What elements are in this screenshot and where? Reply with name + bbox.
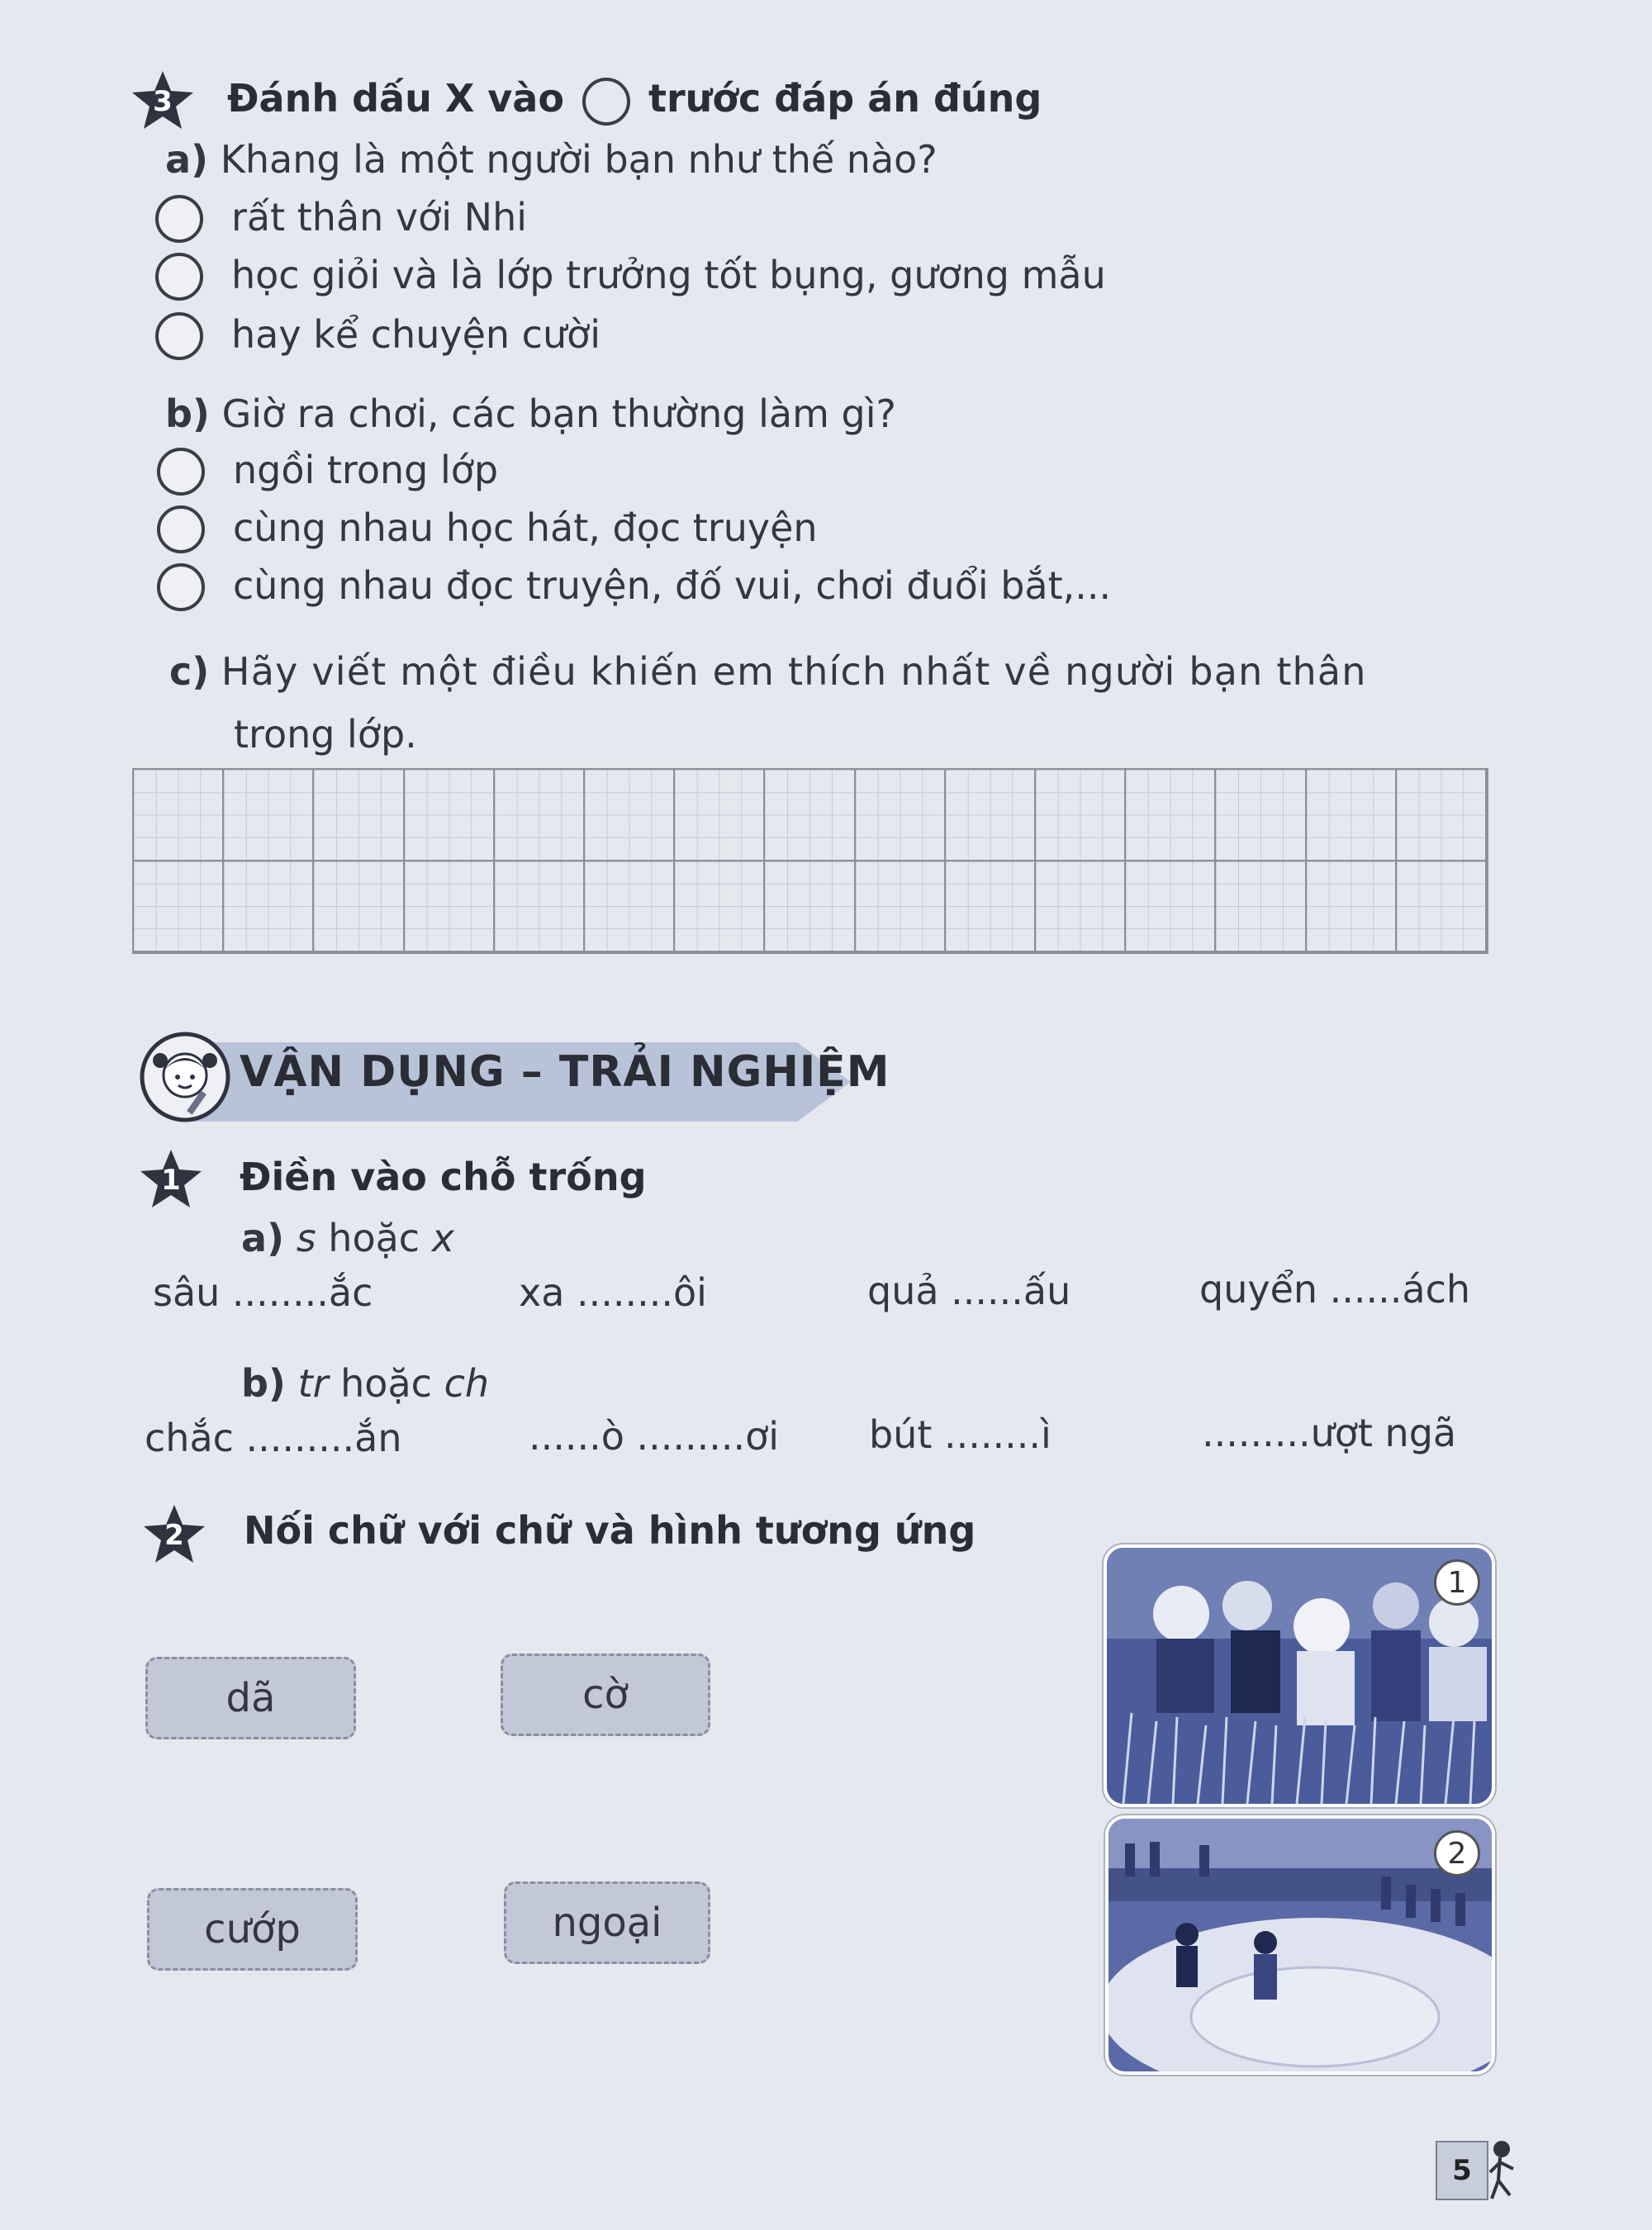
question-b xyxy=(165,391,896,436)
photo-children-playing[interactable] xyxy=(1105,1815,1495,2075)
exercise-title xyxy=(227,76,1042,126)
fill-blank-item[interactable]: quyển ......ách xyxy=(1199,1267,1471,1312)
question-label: a) xyxy=(241,1216,285,1260)
question-a xyxy=(165,137,938,182)
question-c xyxy=(169,649,1367,694)
title-part-2: trước đáp án đúng xyxy=(648,76,1042,121)
letter-option: ch xyxy=(444,1361,490,1406)
connector-text: hoặc xyxy=(328,1361,444,1406)
answer-checkbox[interactable] xyxy=(155,312,203,360)
question-label: c) xyxy=(169,649,210,694)
exercise-number: 2 xyxy=(164,1519,184,1552)
answer-checkbox[interactable] xyxy=(157,448,205,496)
question-text: Hãy viết một điều khiến em thích nhất về người bạn thân xyxy=(221,649,1367,694)
answer-option: học giỏi và là lớp trưởng tốt bụng, gương mẫu xyxy=(231,253,1106,297)
fill-blank-item[interactable]: chắc .........ắn xyxy=(145,1416,402,1460)
subquestion-b xyxy=(241,1361,489,1406)
exercise-title: Điền vào chỗ trống xyxy=(240,1155,647,1199)
section-title: VẬN DỤNG – TRẢI NGHIỆM xyxy=(240,1047,890,1097)
fill-blank-item[interactable]: bút ........ì xyxy=(869,1412,1051,1457)
photo-number-badge: 1 xyxy=(1434,1559,1480,1606)
word-card-ngoai[interactable]: ngoại xyxy=(504,1881,710,1964)
exercise-number: 3 xyxy=(153,85,173,118)
title-circle-icon xyxy=(582,78,630,126)
answer-checkbox[interactable] xyxy=(157,505,205,553)
fill-blank-item[interactable]: sâu ........ắc xyxy=(153,1270,373,1315)
question-text-line2: trong lớp. xyxy=(234,712,417,757)
question-label: b) xyxy=(165,391,210,436)
connector-text: hoặc xyxy=(316,1216,432,1260)
answer-checkbox[interactable] xyxy=(157,563,205,611)
answer-checkbox[interactable] xyxy=(155,253,203,301)
answer-checkbox[interactable] xyxy=(155,195,203,243)
letter-option: tr xyxy=(297,1361,329,1406)
answer-option: hay kể chuyện cười xyxy=(231,312,601,357)
fill-blank-item[interactable]: ......ò .........ơi xyxy=(529,1414,780,1459)
question-text: Giờ ra chơi, các bạn thường làm gì? xyxy=(221,391,896,436)
photo-number-badge: 2 xyxy=(1434,1830,1480,1877)
title-part-1: Đánh dấu X vào xyxy=(227,76,564,121)
student-mascot-icon xyxy=(139,1031,231,1123)
answer-option: cùng nhau học hát, đọc truyện xyxy=(233,505,818,550)
page-number: 5 xyxy=(1436,2141,1488,2200)
answer-option: ngồi trong lớp xyxy=(233,448,499,492)
fill-blank-item[interactable]: xa ........ôi xyxy=(519,1270,707,1315)
letter-option: s xyxy=(296,1216,316,1260)
word-card-da[interactable]: dã xyxy=(145,1657,356,1739)
word-card-co[interactable]: cờ xyxy=(501,1654,710,1736)
letter-option: x xyxy=(431,1216,454,1260)
writing-grid[interactable] xyxy=(132,768,1488,954)
fill-blank-item[interactable]: quả ......ấu xyxy=(867,1269,1071,1313)
running-kid-icon xyxy=(1487,2137,1520,2204)
subquestion-a xyxy=(241,1216,454,1260)
photo-children-harvesting[interactable] xyxy=(1104,1544,1495,1807)
fill-blank-item[interactable]: .........ượt ngã xyxy=(1202,1411,1457,1455)
answer-option: rất thân với Nhi xyxy=(231,195,528,240)
word-card-cuop[interactable]: cướp xyxy=(147,1888,358,1971)
question-label: b) xyxy=(241,1361,286,1406)
answer-option: cùng nhau đọc truyện, đố vui, chơi đuổi bắt,... xyxy=(233,563,1112,608)
exercise-title: Nối chữ với chữ và hình tương ứng xyxy=(244,1508,976,1553)
question-label: a) xyxy=(165,137,209,182)
question-text: Khang là một người bạn như thế nào? xyxy=(220,137,938,182)
exercise-number: 1 xyxy=(161,1164,181,1197)
